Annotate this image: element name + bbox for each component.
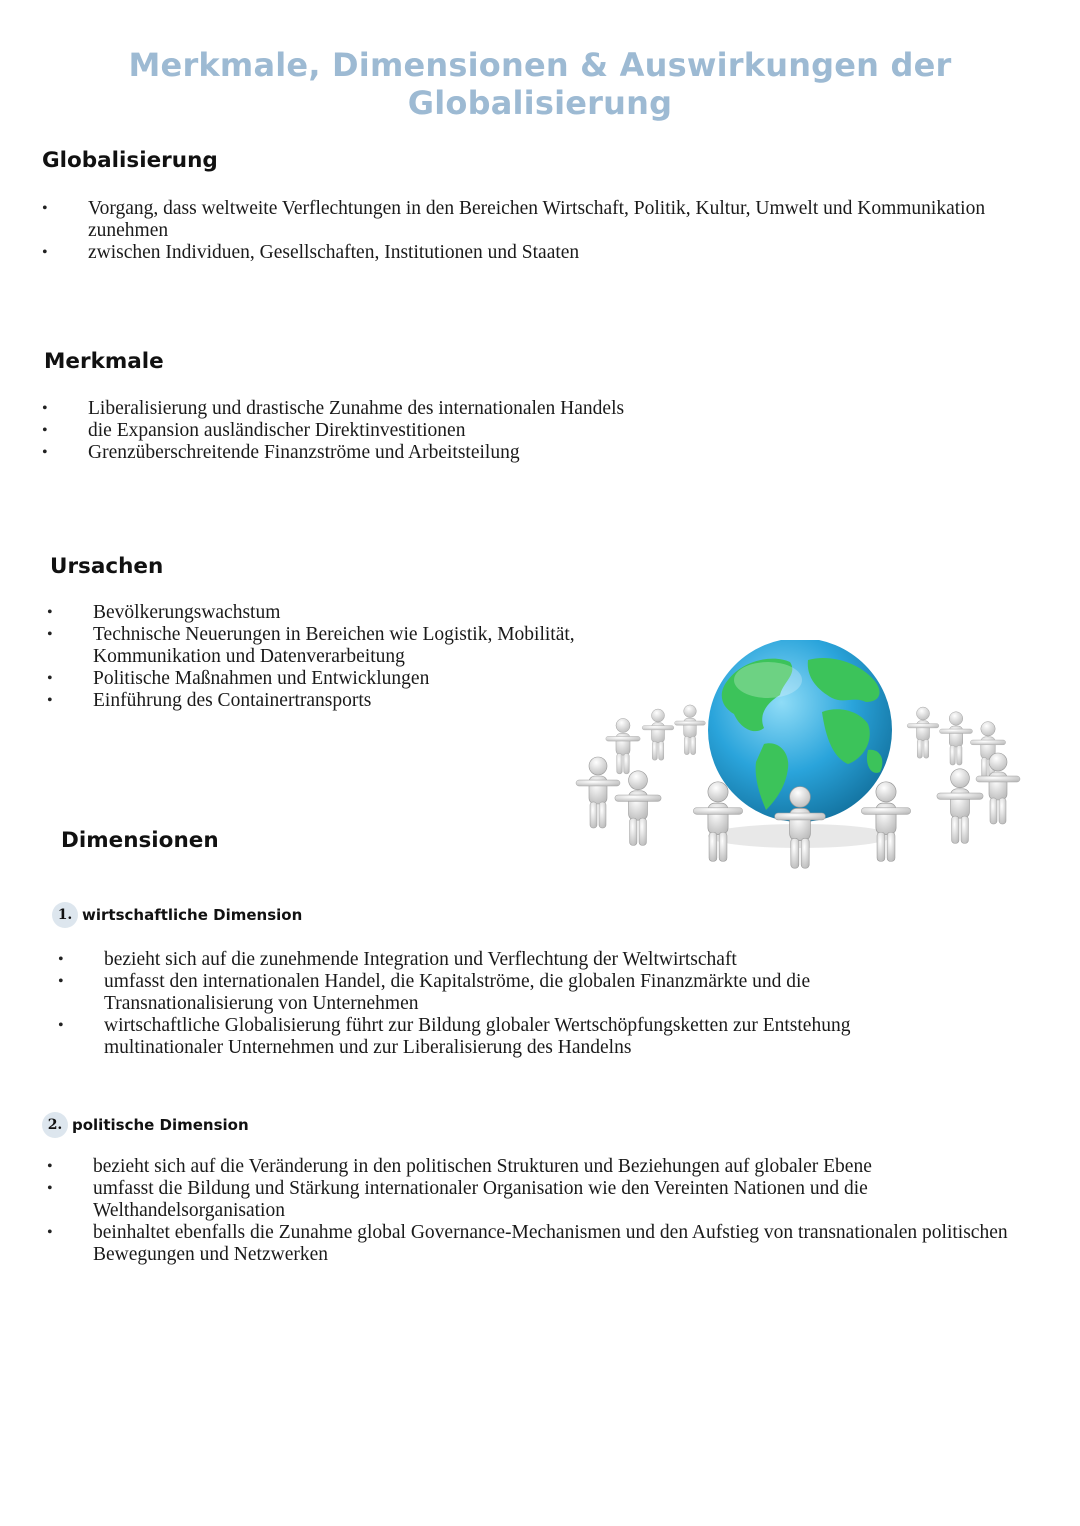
list-item: • Vorgang, dass weltweite Verflechtungen in den Bereichen Wirtschaft, Politik, Kultur, Umwelt und Kommunikation zunehmen [42,198,1002,242]
globe-people-illustration [568,640,1024,896]
list-item: • bezieht sich auf die zunehmende Integration und Verflechtung der Weltwirtschaft [58,949,958,971]
page-title: Merkmale, Dimensionen & Auswirkungen der Globalisierung [128,46,952,122]
politische-dimension-list [47,1156,1027,1266]
politische-dimension-subheading [42,1112,249,1138]
subheading-label: wirtschaftliche Dimension [82,906,303,924]
number-badge: 2. [42,1112,68,1138]
subheading-label: politische Dimension [72,1116,249,1134]
list-item: • Liberalisierung und drastische Zunahme des internationalen Handels [42,398,1002,420]
list-item: • Einführung des Containertransports [47,690,667,712]
list-item: • bezieht sich auf die Veränderung in den politischen Strukturen und Beziehungen auf globaler Ebene [47,1156,1027,1178]
list-item: • die Expansion ausländischer Direktinvestitionen [42,420,1002,442]
merkmale-heading: Merkmale [44,349,164,374]
globalisierung-heading: Globalisierung [42,148,218,173]
number-badge: 1. [52,902,78,928]
list-item: • zwischen Individuen, Gesellschaften, Institutionen und Staaten [42,242,1002,264]
list-item: • Technische Neuerungen in Bereichen wie Logistik, Mobilität, Kommunikation und Datenverarbeitung [47,624,667,668]
list-item: • wirtschaftliche Globalisierung führt zur Bildung globaler Wertschöpfungsketten zur Entstehung multinationaler Unternehmen und zur Liberalisierung des Handelns [58,1015,958,1059]
dimensionen-heading: Dimensionen [61,828,219,853]
merkmale-list [42,398,1002,464]
globalisierung-list [42,198,1002,264]
list-item: • beinhaltet ebenfalls die Zunahme global Governance-Mechanismen und den Aufstieg von transnationalen politischen Bewegungen und Netzwerken [47,1222,1027,1266]
list-item: • Politische Maßnahmen und Entwicklungen [47,668,667,690]
list-item: • Grenzüberschreitende Finanzströme und Arbeitsteilung [42,442,1002,464]
list-item: • umfasst die Bildung und Stärkung internationaler Organisation wie den Vereinten Nationen und die Welthandelsorganisation [47,1178,1027,1222]
ursachen-heading: Ursachen [50,554,164,579]
wirtschaftliche-dimension-subheading [52,902,302,928]
wirtschaftliche-dimension-list [58,949,958,1059]
list-item: • umfasst den internationalen Handel, die Kapitalströme, die globalen Finanzmärkte und die Transnationalisierung von Unternehmen [58,971,958,1015]
list-item: • Bevölkerungswachstum [47,602,667,624]
